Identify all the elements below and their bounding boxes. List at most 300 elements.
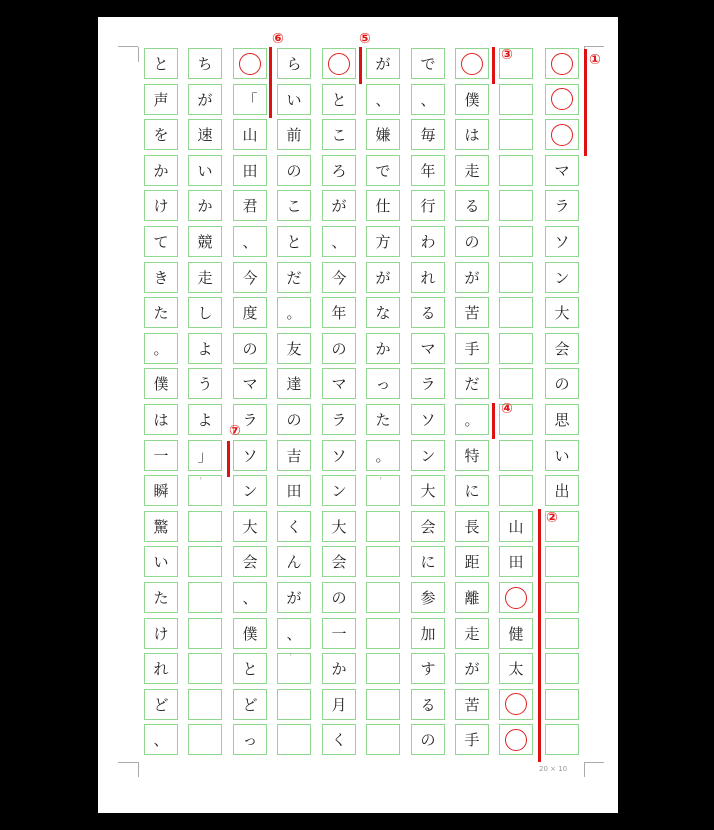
grid-cell xyxy=(411,368,445,399)
grid-cell xyxy=(545,190,579,221)
grid-char: の xyxy=(286,411,302,429)
grid-char: た xyxy=(153,304,169,323)
grid-cell xyxy=(277,84,311,115)
grid-cell xyxy=(322,119,356,150)
grid-char: だ xyxy=(286,268,302,287)
grid-cell xyxy=(233,582,267,613)
grid-cell xyxy=(411,653,445,684)
grid-cell xyxy=(411,155,445,186)
grid-cell xyxy=(277,297,311,328)
grid-cell xyxy=(455,368,489,399)
grid-cell xyxy=(188,404,222,435)
grid-size-label: 20 × 10 xyxy=(539,765,568,773)
grid-char: 前 xyxy=(286,126,302,145)
grid-char: 会 xyxy=(420,517,436,536)
grid-cell xyxy=(455,84,489,115)
grid-cell xyxy=(499,368,533,399)
grid-char: 田 xyxy=(242,161,258,180)
grid-cell xyxy=(322,262,356,293)
crop-mark xyxy=(118,762,138,763)
grid-cell xyxy=(455,440,489,471)
grid-char: の xyxy=(286,161,302,180)
grid-char: 山 xyxy=(508,517,524,536)
grid-cell xyxy=(188,262,222,293)
grid-char: 会 xyxy=(331,553,347,572)
grid-cell xyxy=(188,226,222,257)
grid-char: 。 xyxy=(153,339,169,358)
grid-cell xyxy=(545,333,579,364)
grid-cell xyxy=(545,440,579,471)
grid-cell xyxy=(411,546,445,577)
grid-char: の xyxy=(331,339,347,358)
grid-char: で xyxy=(375,161,391,180)
grid-cell xyxy=(545,582,579,613)
marker-4: ④ xyxy=(501,401,513,417)
grid-cell xyxy=(499,546,533,577)
grid-char: 僕 xyxy=(464,90,480,109)
grid-char: か xyxy=(375,339,391,358)
grid-cell xyxy=(233,262,267,293)
grid-char: て xyxy=(153,233,169,251)
grid-cell xyxy=(188,546,222,577)
grid-char: 特 xyxy=(464,446,480,465)
grid-cell xyxy=(411,333,445,364)
grid-cell xyxy=(188,368,222,399)
grid-cell xyxy=(499,155,533,186)
grid-char: 、 xyxy=(331,233,347,251)
grid-cell xyxy=(322,511,356,542)
grid-char: 瞬 xyxy=(153,482,169,501)
grid-cell xyxy=(188,618,222,649)
grid-cell xyxy=(455,404,489,435)
grid-char: 、 xyxy=(286,624,302,643)
grid-cell xyxy=(144,440,178,471)
grid-cell xyxy=(322,689,356,720)
grid-cell xyxy=(545,404,579,435)
grid-char: 速 xyxy=(197,126,213,145)
red-circle xyxy=(505,587,527,609)
grid-cell xyxy=(411,618,445,649)
grid-cell xyxy=(144,190,178,221)
grid-cell xyxy=(188,190,222,221)
grid-char: ラ xyxy=(331,411,347,429)
marker-line-1 xyxy=(584,49,587,156)
grid-char: う xyxy=(197,375,213,394)
grid-cell xyxy=(499,297,533,328)
grid-cell xyxy=(455,333,489,364)
grid-cell xyxy=(233,297,267,328)
grid-char: い xyxy=(153,553,169,572)
grid-cell xyxy=(322,190,356,221)
grid-cell xyxy=(144,84,178,115)
grid-cell xyxy=(322,653,356,684)
grid-cell xyxy=(366,618,400,649)
grid-char: 大 xyxy=(554,304,570,323)
grid-cell xyxy=(277,333,311,364)
grid-cell xyxy=(188,689,222,720)
grid-char: 加 xyxy=(420,624,436,643)
grid-cell xyxy=(322,48,356,79)
grid-cell xyxy=(277,119,311,150)
grid-cell xyxy=(366,368,400,399)
grid-cell xyxy=(233,440,267,471)
grid-cell xyxy=(188,119,222,150)
grid-cell xyxy=(144,119,178,150)
crop-mark xyxy=(584,762,604,763)
grid-cell xyxy=(545,724,579,755)
grid-char: る xyxy=(420,695,436,714)
grid-cell xyxy=(545,297,579,328)
grid-char: 。 xyxy=(286,304,302,323)
grid-cell xyxy=(411,297,445,328)
grid-char: を xyxy=(153,126,169,145)
grid-cell xyxy=(188,475,222,506)
grid-cell xyxy=(188,84,222,115)
grid-char: マ xyxy=(420,339,436,358)
grid-char: 走 xyxy=(464,161,480,180)
grid-char: き xyxy=(153,268,169,287)
grid-cell xyxy=(455,190,489,221)
grid-char: が xyxy=(464,660,480,679)
grid-char: と xyxy=(331,90,347,109)
grid-char: 会 xyxy=(242,553,258,572)
crop-mark xyxy=(138,47,139,62)
small-mark: ᵗ xyxy=(290,652,293,660)
grid-char: 今 xyxy=(331,268,347,287)
grid-char: 走 xyxy=(464,624,480,643)
grid-char: の xyxy=(242,339,258,358)
grid-char: 達 xyxy=(286,375,302,394)
grid-char: 大 xyxy=(420,482,436,501)
grid-char: か xyxy=(197,197,213,216)
grid-char: は xyxy=(464,126,480,145)
grid-cell xyxy=(233,546,267,577)
grid-cell xyxy=(545,546,579,577)
grid-cell xyxy=(144,618,178,649)
grid-cell xyxy=(411,226,445,257)
grid-cell xyxy=(144,48,178,79)
grid-char: け xyxy=(153,197,169,216)
marker-line-2 xyxy=(538,509,541,762)
crop-mark xyxy=(584,46,604,47)
grid-cell xyxy=(455,511,489,542)
grid-cell xyxy=(322,333,356,364)
grid-char: マ xyxy=(554,161,570,180)
grid-char: 毎 xyxy=(420,126,436,145)
grid-cell xyxy=(499,262,533,293)
grid-cell xyxy=(411,262,445,293)
grid-char: 、 xyxy=(375,90,391,109)
grid-char: 健 xyxy=(508,624,524,643)
grid-cell xyxy=(188,48,222,79)
grid-char: 仕 xyxy=(375,197,391,216)
grid-char: っ xyxy=(375,375,391,394)
grid-cell xyxy=(277,226,311,257)
grid-cell xyxy=(322,368,356,399)
grid-cell xyxy=(144,582,178,613)
grid-cell xyxy=(233,689,267,720)
grid-cell xyxy=(545,653,579,684)
grid-char: 思 xyxy=(554,411,570,429)
grid-cell xyxy=(322,226,356,257)
grid-char: 年 xyxy=(420,161,436,180)
grid-char: 参 xyxy=(420,589,436,607)
grid-char: は xyxy=(153,411,169,429)
grid-cell xyxy=(545,48,579,79)
grid-cell xyxy=(545,368,579,399)
grid-cell xyxy=(277,190,311,221)
grid-cell xyxy=(455,546,489,577)
grid-cell xyxy=(144,404,178,435)
grid-cell xyxy=(322,618,356,649)
grid-cell xyxy=(455,618,489,649)
grid-cell xyxy=(545,119,579,150)
grid-char: る xyxy=(420,304,436,323)
grid-cell xyxy=(366,653,400,684)
grid-char: 方 xyxy=(375,233,391,251)
grid-cell xyxy=(322,582,356,613)
grid-char: 年 xyxy=(331,304,347,323)
grid-cell xyxy=(366,440,400,471)
grid-cell xyxy=(455,724,489,755)
grid-char: 月 xyxy=(331,695,347,714)
grid-cell xyxy=(411,582,445,613)
grid-cell xyxy=(144,297,178,328)
grid-char: マ xyxy=(242,375,258,394)
grid-cell xyxy=(366,333,400,364)
grid-cell xyxy=(322,404,356,435)
grid-char: ら xyxy=(286,55,302,73)
grid-cell xyxy=(455,48,489,79)
grid-char: 太 xyxy=(508,660,524,679)
marker-3: ③ xyxy=(501,47,513,63)
grid-char: 田 xyxy=(286,482,302,501)
grid-cell xyxy=(233,724,267,755)
grid-cell xyxy=(499,333,533,364)
grid-char: す xyxy=(420,660,436,679)
grid-char: 山 xyxy=(242,126,258,145)
grid-char: が xyxy=(464,268,480,287)
grid-cell xyxy=(144,511,178,542)
grid-cell xyxy=(366,404,400,435)
marker-line-4 xyxy=(492,403,495,439)
grid-char: か xyxy=(153,161,169,180)
grid-cell xyxy=(366,155,400,186)
grid-cell xyxy=(411,724,445,755)
grid-cell xyxy=(233,368,267,399)
grid-cell xyxy=(366,190,400,221)
grid-char: わ xyxy=(420,233,436,251)
grid-cell xyxy=(233,475,267,506)
grid-char: 。 xyxy=(375,446,391,465)
grid-cell xyxy=(233,190,267,221)
grid-cell xyxy=(277,475,311,506)
red-circle xyxy=(328,53,350,75)
grid-cell xyxy=(455,297,489,328)
grid-char: が xyxy=(375,268,391,287)
marker-line-7 xyxy=(227,441,230,477)
grid-char: と xyxy=(286,233,302,251)
grid-char: と xyxy=(153,55,169,73)
grid-char: い xyxy=(197,161,213,180)
grid-cell xyxy=(188,155,222,186)
grid-char: 、 xyxy=(153,731,169,750)
grid-char: に xyxy=(464,482,480,501)
grid-char: 離 xyxy=(464,589,480,607)
grid-char: 出 xyxy=(554,482,570,501)
marker-line-3 xyxy=(492,47,495,84)
grid-cell xyxy=(144,262,178,293)
grid-char: 競 xyxy=(197,233,213,251)
grid-cell xyxy=(233,333,267,364)
grid-char: ラ xyxy=(242,411,258,429)
grid-cell xyxy=(322,155,356,186)
grid-cell xyxy=(144,653,178,684)
grid-char: ソ xyxy=(242,446,258,465)
grid-char: ラ xyxy=(554,197,570,216)
crop-mark xyxy=(584,762,585,777)
grid-char: な xyxy=(375,304,391,323)
grid-cell xyxy=(455,226,489,257)
grid-cell xyxy=(322,297,356,328)
grid-cell xyxy=(277,404,311,435)
grid-cell xyxy=(366,546,400,577)
grid-cell xyxy=(366,689,400,720)
marker-6: ⑥ xyxy=(272,31,284,47)
small-mark: ᵗ xyxy=(200,476,203,484)
grid-char: 会 xyxy=(554,339,570,358)
grid-char: 距 xyxy=(464,553,480,572)
marker-7: ⑦ xyxy=(229,423,241,439)
grid-cell xyxy=(499,190,533,221)
grid-cell xyxy=(499,119,533,150)
grid-cell xyxy=(455,119,489,150)
grid-char: こ xyxy=(286,197,302,216)
grid-cell xyxy=(277,724,311,755)
grid-cell xyxy=(499,618,533,649)
grid-cell xyxy=(545,84,579,115)
grid-cell xyxy=(188,653,222,684)
grid-char: 吉 xyxy=(286,446,302,465)
grid-char: に xyxy=(420,553,436,572)
grid-char: た xyxy=(153,589,169,607)
grid-cell xyxy=(277,155,311,186)
grid-cell xyxy=(545,226,579,257)
red-circle xyxy=(461,53,483,75)
grid-cell xyxy=(499,582,533,613)
grid-char: で xyxy=(420,55,436,73)
grid-char: 声 xyxy=(153,90,169,109)
grid-cell xyxy=(411,404,445,435)
grid-cell xyxy=(188,582,222,613)
grid-char: ン xyxy=(554,268,570,287)
grid-cell xyxy=(499,475,533,506)
grid-char: 「 xyxy=(242,90,258,109)
grid-cell xyxy=(499,226,533,257)
marker-1: ① xyxy=(589,52,601,68)
grid-char: 大 xyxy=(242,517,258,536)
grid-char: が xyxy=(197,90,213,109)
grid-cell xyxy=(233,511,267,542)
grid-char: ど xyxy=(242,695,258,714)
grid-cell xyxy=(322,84,356,115)
grid-char: た xyxy=(375,411,391,429)
grid-char: れ xyxy=(153,660,169,679)
grid-cell xyxy=(499,724,533,755)
grid-cell xyxy=(545,618,579,649)
grid-char: の xyxy=(331,589,347,607)
marker-5: ⑤ xyxy=(359,31,371,47)
grid-cell xyxy=(455,155,489,186)
small-mark: ᵗ xyxy=(380,476,383,484)
grid-char: 一 xyxy=(153,446,169,465)
grid-char: 行 xyxy=(420,197,436,216)
grid-cell xyxy=(233,226,267,257)
grid-char: 君 xyxy=(242,197,258,216)
grid-cell xyxy=(188,333,222,364)
grid-cell xyxy=(188,724,222,755)
grid-cell xyxy=(411,190,445,221)
grid-cell xyxy=(277,511,311,542)
grid-cell xyxy=(233,84,267,115)
grid-cell xyxy=(499,511,533,542)
grid-cell xyxy=(366,226,400,257)
grid-cell xyxy=(322,440,356,471)
grid-char: よ xyxy=(197,411,213,429)
grid-cell xyxy=(188,297,222,328)
grid-cell xyxy=(144,155,178,186)
red-circle xyxy=(551,53,573,75)
grid-char: 苦 xyxy=(464,304,480,323)
grid-char: が xyxy=(286,589,302,607)
grid-char: 、 xyxy=(242,233,258,251)
grid-cell xyxy=(455,262,489,293)
grid-char: ソ xyxy=(554,233,570,251)
grid-char: ち xyxy=(197,55,213,73)
grid-cell xyxy=(233,48,267,79)
grid-char: ん xyxy=(286,553,302,572)
grid-cell xyxy=(366,48,400,79)
grid-cell xyxy=(277,689,311,720)
grid-char: ン xyxy=(242,482,258,501)
grid-char: れ xyxy=(420,268,436,287)
grid-char: 苦 xyxy=(464,695,480,714)
red-circle xyxy=(239,53,261,75)
grid-char: け xyxy=(153,624,169,643)
crop-mark xyxy=(118,46,138,47)
grid-cell xyxy=(366,262,400,293)
marker-line-5 xyxy=(359,47,362,84)
grid-cell xyxy=(366,582,400,613)
grid-cell xyxy=(499,84,533,115)
grid-cell xyxy=(144,546,178,577)
grid-cell xyxy=(366,724,400,755)
grid-cell xyxy=(545,689,579,720)
grid-cell xyxy=(277,262,311,293)
red-circle xyxy=(551,124,573,146)
grid-cell xyxy=(545,475,579,506)
grid-cell xyxy=(366,119,400,150)
marker-2: ② xyxy=(546,510,558,526)
grid-char: 田 xyxy=(508,553,524,572)
grid-cell xyxy=(499,689,533,720)
grid-cell xyxy=(322,724,356,755)
grid-cell xyxy=(411,119,445,150)
grid-char: ろ xyxy=(331,161,347,180)
grid-cell xyxy=(455,475,489,506)
marker-line-6 xyxy=(269,47,272,118)
grid-char: 大 xyxy=(331,517,347,536)
